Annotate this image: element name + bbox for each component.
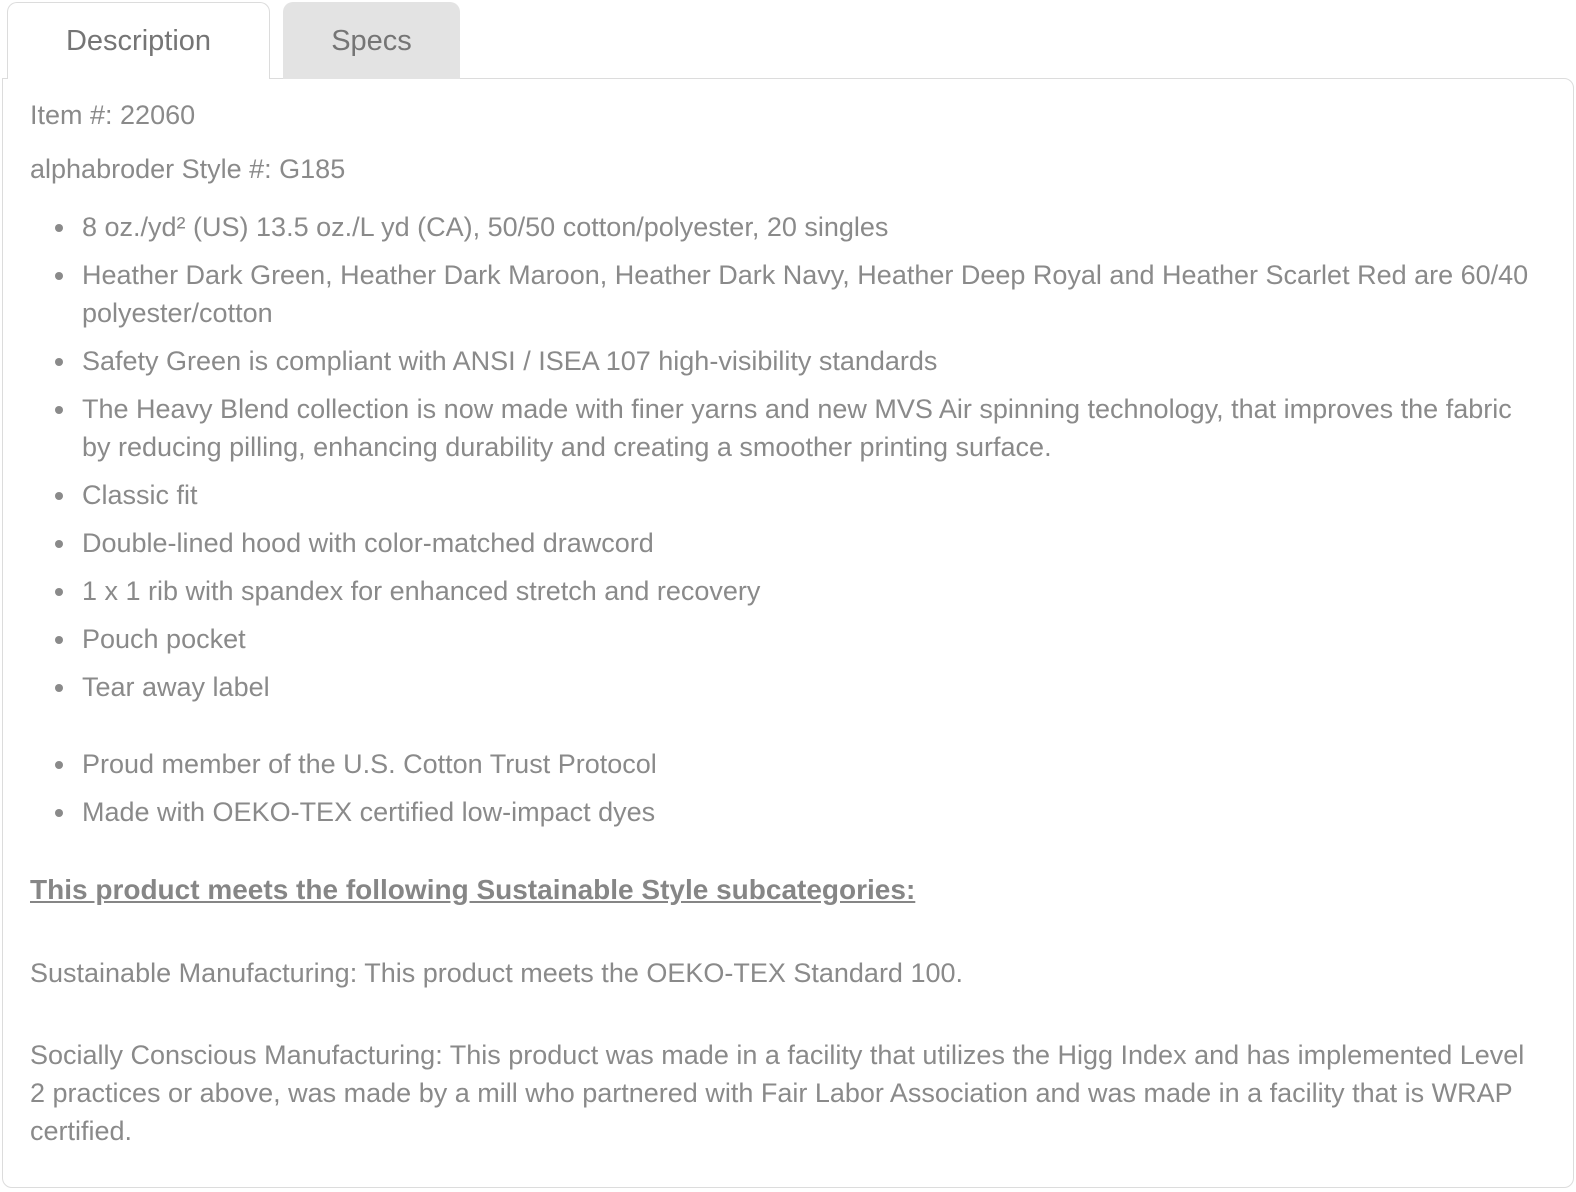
list-item: • Classic fit (78, 476, 1539, 514)
subcategories-heading: This product meets the following Sustainable Style subcategories: (30, 874, 916, 905)
list-item: • The Heavy Blend collection is now made with finer yarns and new MVS Air spinning technology, that improves the fabric by reducing pilling, enhancing durability and creating a smoother printing surface. (78, 390, 1539, 466)
list-item: • 8 oz./yd² (US) 13.5 oz./L yd (CA), 50/50 cotton/polyester, 20 singles (78, 208, 1539, 246)
socially-conscious-manufacturing-paragraph: Socially Conscious Manufacturing: This product was made in a facility that utilizes the Higg Index and has implemented Level 2 practices or above, was made by a mill who partnered with Fair Labor Association and was made in a facility that is WRAP certified. (30, 1040, 1525, 1146)
tab-description-label: Description (65, 24, 212, 57)
feature-list (30, 208, 1539, 706)
list-item: • Proud member of the U.S. Cotton Trust Protocol (78, 745, 1539, 783)
list-item: • Double-lined hood with color-matched drawcord (78, 524, 1539, 562)
tab-bar (0, 2, 1576, 79)
sustainability-list (30, 745, 1539, 831)
sustainable-manufacturing-paragraph: Sustainable Manufacturing: This product meets the OEKO-TEX Standard 100. (30, 958, 964, 988)
tab-specs-label: Specs (331, 24, 412, 57)
list-item: • Safety Green is compliant with ANSI / ISEA 107 high-visibility standards (78, 342, 1539, 380)
list-item: • 1 x 1 rib with spandex for enhanced stretch and recovery (78, 572, 1539, 610)
style-number: alphabroder Style #: G185 (30, 154, 346, 184)
list-item: • Heather Dark Green, Heather Dark Maroon, Heather Dark Navy, Heather Deep Royal and Heather Scarlet Red are 60/40 polyester/cotton (78, 256, 1539, 332)
description-panel (2, 78, 1574, 1188)
list-item: • Pouch pocket (78, 620, 1539, 658)
tab-description[interactable] (7, 2, 270, 79)
tab-specs[interactable] (283, 2, 460, 79)
list-item: • Tear away label (78, 668, 1539, 706)
item-number: Item #: 22060 (30, 100, 196, 130)
list-item: • Made with OEKO-TEX certified low-impact dyes (78, 793, 1539, 831)
